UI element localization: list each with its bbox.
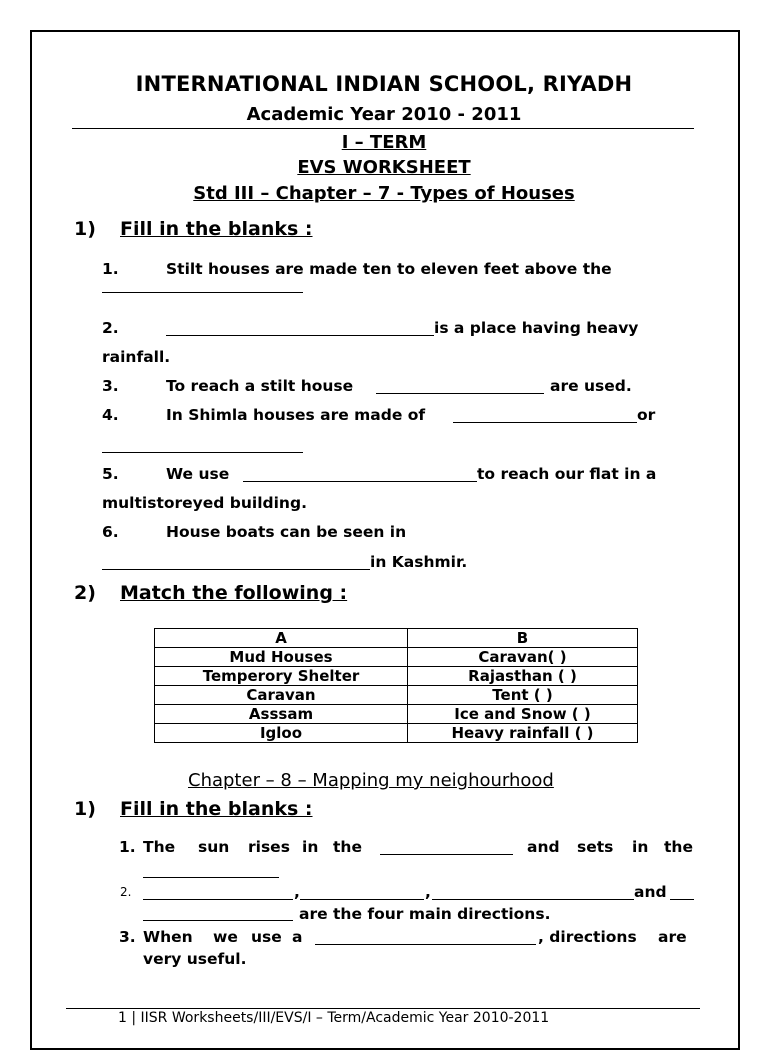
- question-3-post: are used.: [550, 377, 632, 395]
- question-6-post: in Kashmir.: [370, 553, 468, 571]
- cell-b[interactable]: Tent ( ): [408, 686, 638, 705]
- table-header-row: [155, 629, 638, 648]
- section-fill-blanks: [74, 218, 474, 244]
- word: the: [664, 838, 693, 856]
- blank-line[interactable]: [102, 452, 303, 453]
- cell-a: Mud Houses: [155, 648, 408, 667]
- ch8-question-1-num: 1.: [119, 838, 136, 856]
- blank-line[interactable]: [143, 877, 279, 878]
- table-row: [155, 686, 638, 705]
- question-5-cont: multistoreyed building.: [102, 494, 307, 512]
- question-1-text: Stilt houses are made ten to eleven feet above the: [166, 260, 612, 278]
- cell-b[interactable]: Ice and Snow ( ): [408, 705, 638, 724]
- section-title: Match the following :: [120, 582, 348, 604]
- word: rises: [248, 838, 290, 856]
- blank-line[interactable]: [315, 944, 536, 945]
- question-1: 1.: [102, 260, 119, 278]
- blank-line[interactable]: [102, 569, 370, 570]
- ch8-question-2-cont: are the four main directions.: [299, 905, 551, 923]
- table-row: [155, 724, 638, 743]
- question-3-pre: To reach a stilt house: [166, 377, 354, 395]
- and-word: and: [634, 883, 667, 901]
- page-footer: 1 | IISR Worksheets/III/EVS/I – Term/Academic Year 2010-2011: [118, 1010, 550, 1026]
- word: , directions: [538, 928, 637, 946]
- question-6-text: House boats can be seen in: [166, 523, 407, 541]
- blank-line[interactable]: [243, 481, 477, 482]
- word: use: [251, 928, 282, 946]
- school-name: INTERNATIONAL INDIAN SCHOOL, RIYADH: [135, 72, 633, 96]
- blank-line[interactable]: [300, 899, 424, 900]
- cell-a: Igloo: [155, 724, 408, 743]
- blank-line[interactable]: [453, 422, 637, 423]
- question-2-text: is a place having heavy: [434, 319, 639, 337]
- question-3-num: 3.: [102, 377, 119, 395]
- worksheet-title: EVS WORKSHEET: [297, 157, 471, 178]
- chapter-8-title: Chapter – 8 – Mapping my neighourhood: [188, 770, 554, 791]
- blank-line[interactable]: [166, 335, 434, 336]
- section-number: 1): [74, 798, 96, 820]
- section-match: [74, 582, 474, 608]
- footer-divider: [66, 1008, 700, 1009]
- blank-line[interactable]: [102, 292, 303, 293]
- word: in: [632, 838, 649, 856]
- question-2-cont: rainfall.: [102, 348, 171, 366]
- academic-year: Academic Year 2010 - 2011: [246, 104, 522, 125]
- word: and: [527, 838, 560, 856]
- comma: ,: [425, 883, 431, 901]
- blank-line[interactable]: [143, 899, 293, 900]
- comma: ,: [294, 883, 300, 901]
- match-table: [154, 628, 638, 743]
- question-4-num: 4.: [102, 406, 119, 424]
- word: in: [302, 838, 319, 856]
- word: a: [292, 928, 303, 946]
- ch8-question-3-cont: very useful.: [143, 950, 247, 968]
- question-6-num: 6.: [102, 523, 119, 541]
- word: we: [213, 928, 238, 946]
- word: When: [143, 928, 193, 946]
- section-number: 1): [74, 218, 96, 240]
- cell-b[interactable]: Rajasthan ( ): [408, 667, 638, 686]
- word: sets: [577, 838, 614, 856]
- cell-b[interactable]: Caravan( ): [408, 648, 638, 667]
- ch8-question-3-num: 3.: [119, 928, 136, 946]
- section-number: 2): [74, 582, 96, 604]
- blank-line[interactable]: [432, 899, 634, 900]
- header-divider: [72, 128, 694, 129]
- cell-b[interactable]: Heavy rainfall ( ): [408, 724, 638, 743]
- word: the: [333, 838, 362, 856]
- section-title: Fill in the blanks :: [120, 218, 313, 240]
- table-row: [155, 648, 638, 667]
- cell-a: Asssam: [155, 705, 408, 724]
- blank-line[interactable]: [670, 899, 694, 900]
- column-header-a: A: [155, 629, 408, 648]
- chapter-title: Std III – Chapter – 7 - Types of Houses: [193, 183, 575, 204]
- word: sun: [198, 838, 230, 856]
- word: are: [658, 928, 687, 946]
- cell-a: Temperory Shelter: [155, 667, 408, 686]
- section-fill-blanks-ch8: [74, 798, 474, 824]
- column-header-b: B: [408, 629, 638, 648]
- question-5-num: 5.: [102, 465, 119, 483]
- question-4-pre: In Shimla houses are made of: [166, 406, 426, 424]
- blank-line[interactable]: [143, 920, 293, 921]
- section-title: Fill in the blanks :: [120, 798, 313, 820]
- term-label: I – TERM: [341, 132, 427, 153]
- word: The: [143, 838, 176, 856]
- table-row: [155, 667, 638, 686]
- cell-a: Caravan: [155, 686, 408, 705]
- question-2-num: 2.: [102, 319, 119, 337]
- blank-line[interactable]: [376, 393, 544, 394]
- question-5-pre: We use: [166, 465, 230, 483]
- ch8-question-2-num: 2.: [120, 885, 132, 899]
- question-4-post: or: [637, 406, 656, 424]
- blank-line[interactable]: [380, 854, 513, 855]
- table-row: [155, 705, 638, 724]
- question-5-post: to reach our flat in a: [477, 465, 657, 483]
